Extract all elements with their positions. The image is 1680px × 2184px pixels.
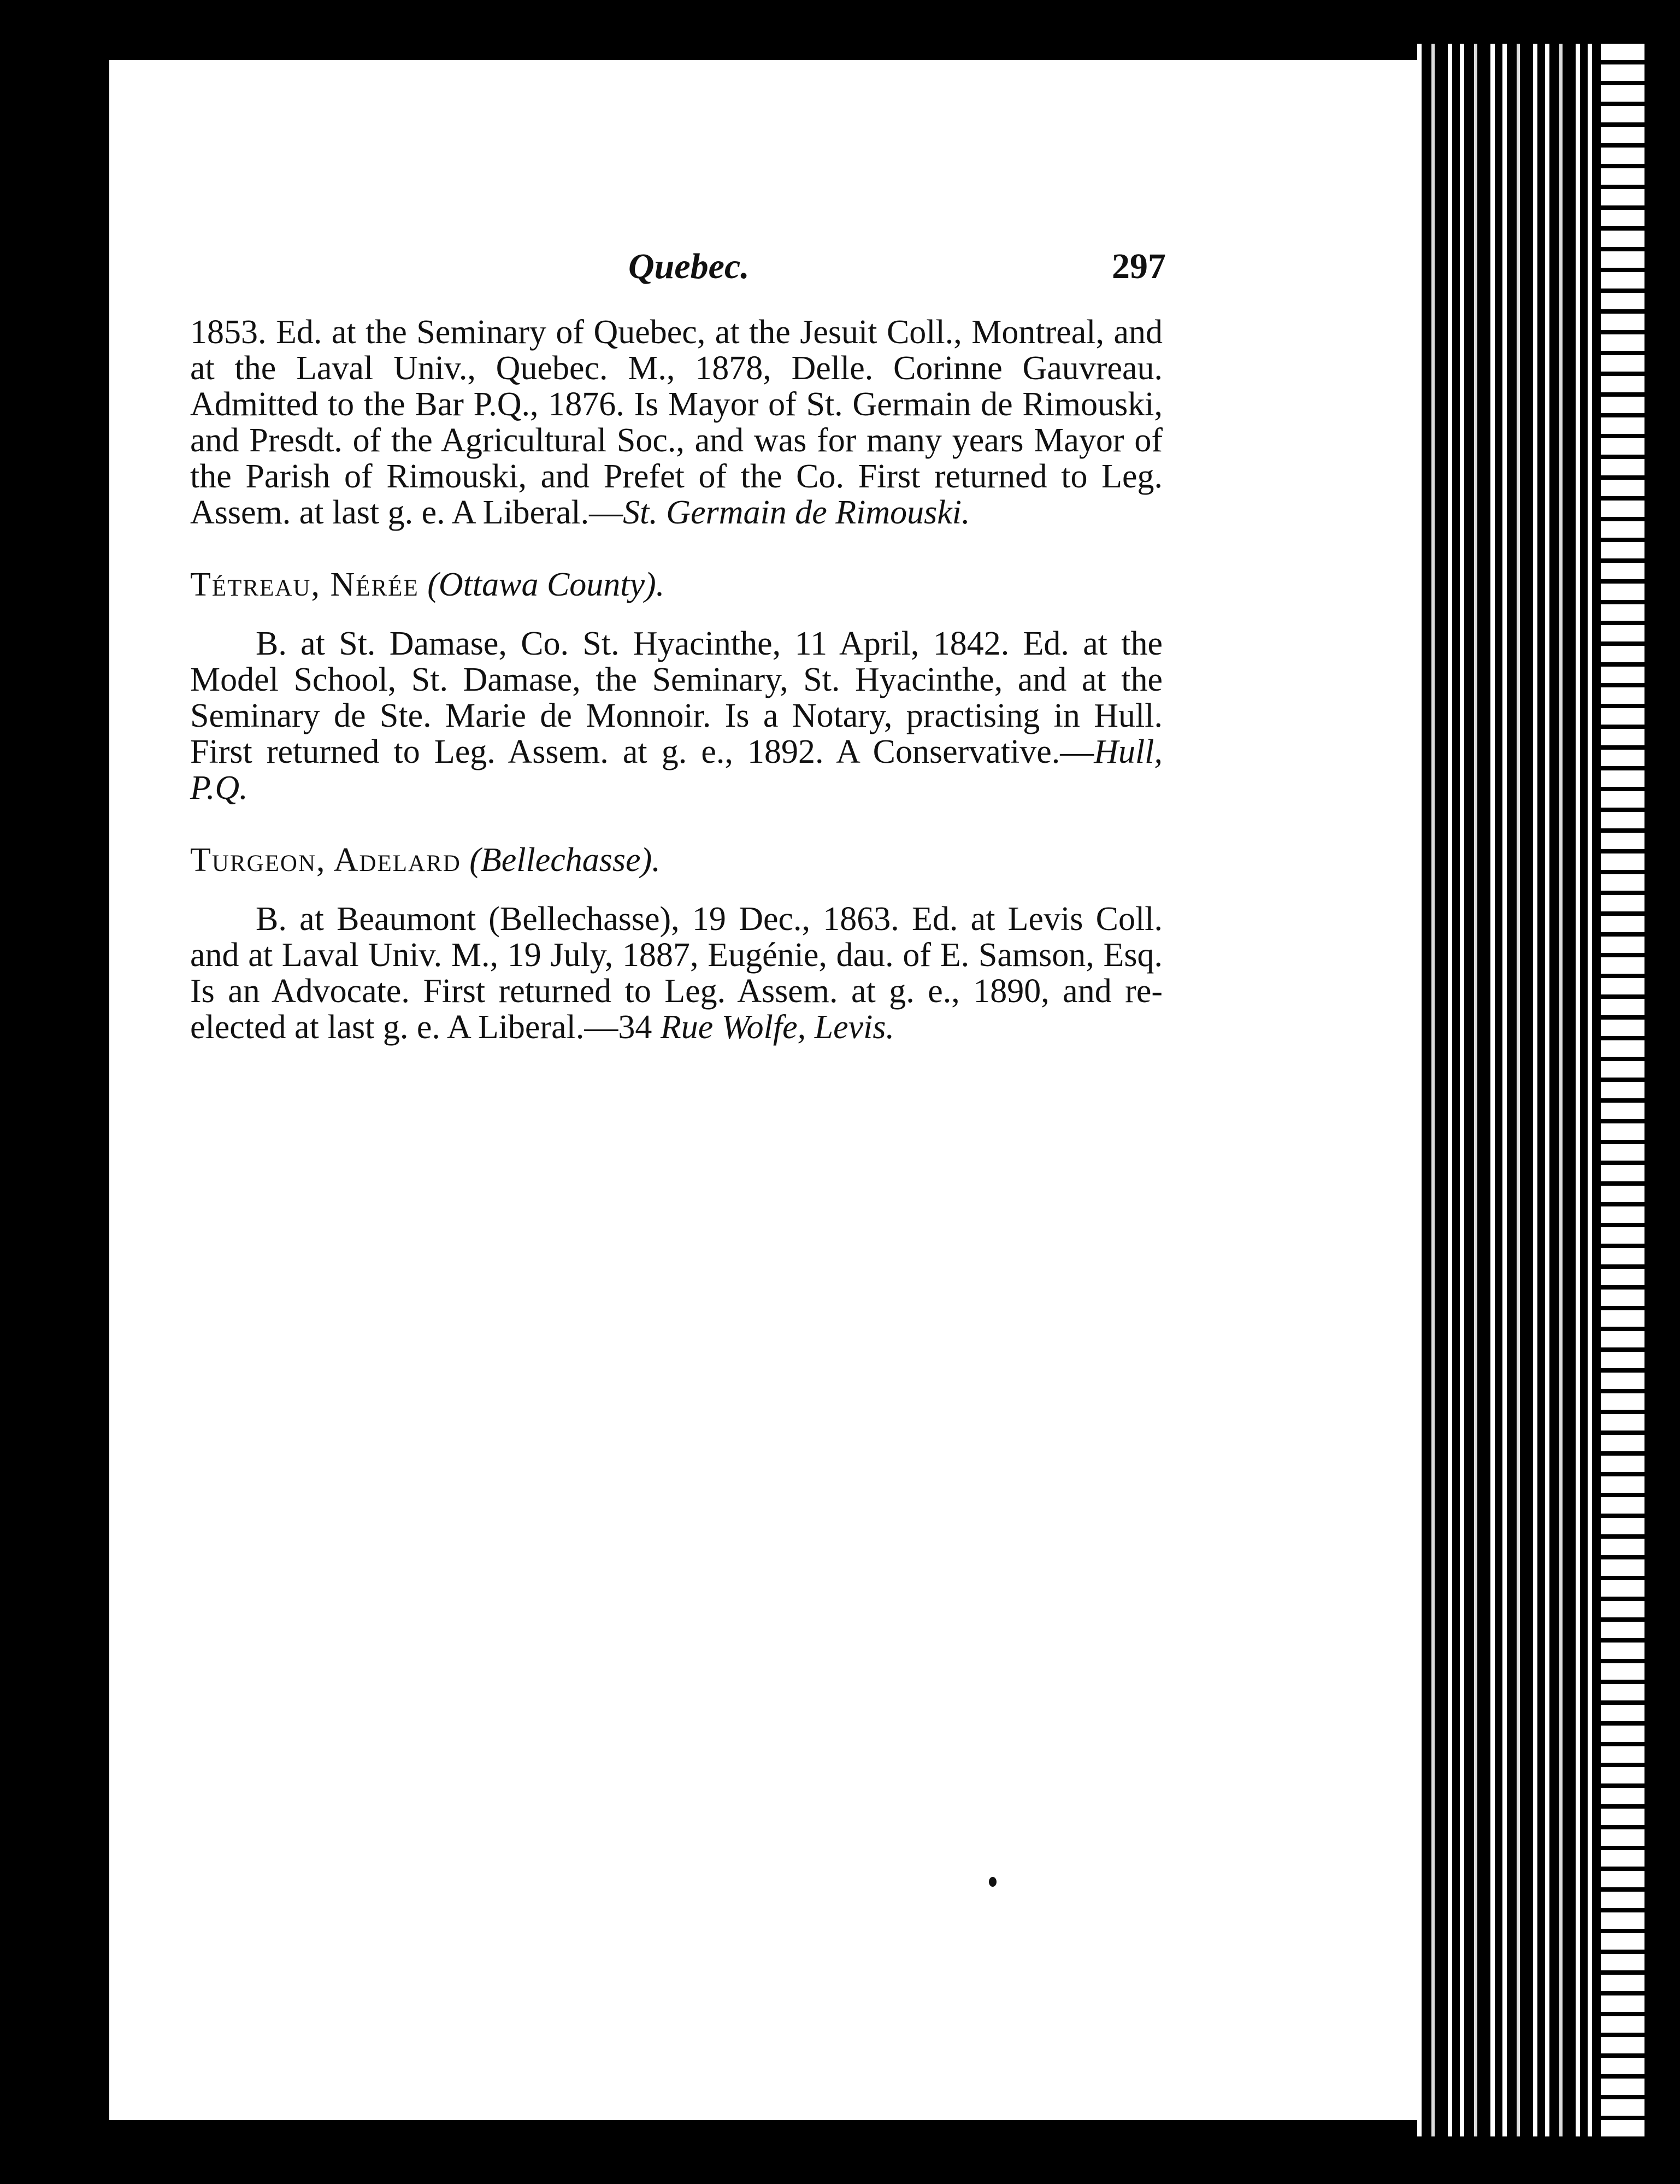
entry-body: B. at Beaumont (Bellechasse), 19 Dec., 1863. Ed. at Levis Coll. and at Laval Univ. M., 19 July, 1887, Eugénie, dau. of E. Samson, Esq. Is an Advocate. First returned to Leg. Assem. at g. e., 1890, and re-elected at last g. e. A Liberal.—34 bbox=[190, 900, 1163, 1046]
entry-address: St. Germain de Rimouski. bbox=[623, 494, 970, 531]
entry-address: Rue Wolfe, Levis. bbox=[660, 1009, 895, 1046]
book-page bbox=[109, 60, 1420, 2120]
constituency: (Ottawa County). bbox=[427, 566, 665, 603]
running-head-title: Quebec. bbox=[628, 246, 750, 286]
ink-speck bbox=[989, 1877, 997, 1887]
running-head bbox=[109, 246, 1420, 295]
constituency: (Bellechasse). bbox=[469, 841, 661, 879]
entry-address: Hull, P.Q. bbox=[190, 733, 1163, 807]
continued-entry bbox=[190, 314, 1163, 531]
entry-heading bbox=[190, 567, 1163, 603]
entry-paragraph bbox=[190, 901, 1163, 1045]
entry-heading bbox=[190, 842, 1163, 878]
book-page-edges bbox=[1410, 44, 1628, 2136]
entry-body: B. at St. Damase, Co. St. Hyacinthe, 11 April, 1842. Ed. at the Model School, St. Damase, the Seminary, St. Hyacinthe, and at the Seminary de Ste. Marie de Monnoir. Is a Notary, practising in Hull. First returned to Leg. Assem. at g. e., 1892. A Conservative.— bbox=[190, 625, 1163, 770]
member-name: Tétreau, Nérée bbox=[190, 566, 419, 603]
member-name: Turgeon, Adelard bbox=[190, 841, 461, 879]
text-block bbox=[190, 314, 1163, 1045]
entry-body: 1853. Ed. at the Seminary of Quebec, at the Jesuit Coll., Montreal, and at the Laval Univ., Quebec. M., 1878, Delle. Corinne Gauvreau. Admitted to the Bar P.Q., 1876. Is Mayor of St. Germain de Rimouski, and Presdt. of the Agricultural Soc., and was for many years Mayor of the Parish of Rimouski, and Prefet of the Co. First returned to Leg. Assem. at last g. e. A Liberal.— bbox=[190, 314, 1163, 531]
page-number: 297 bbox=[1112, 246, 1166, 286]
entry-paragraph bbox=[190, 626, 1163, 806]
book-page-edges-outer bbox=[1601, 44, 1644, 2136]
